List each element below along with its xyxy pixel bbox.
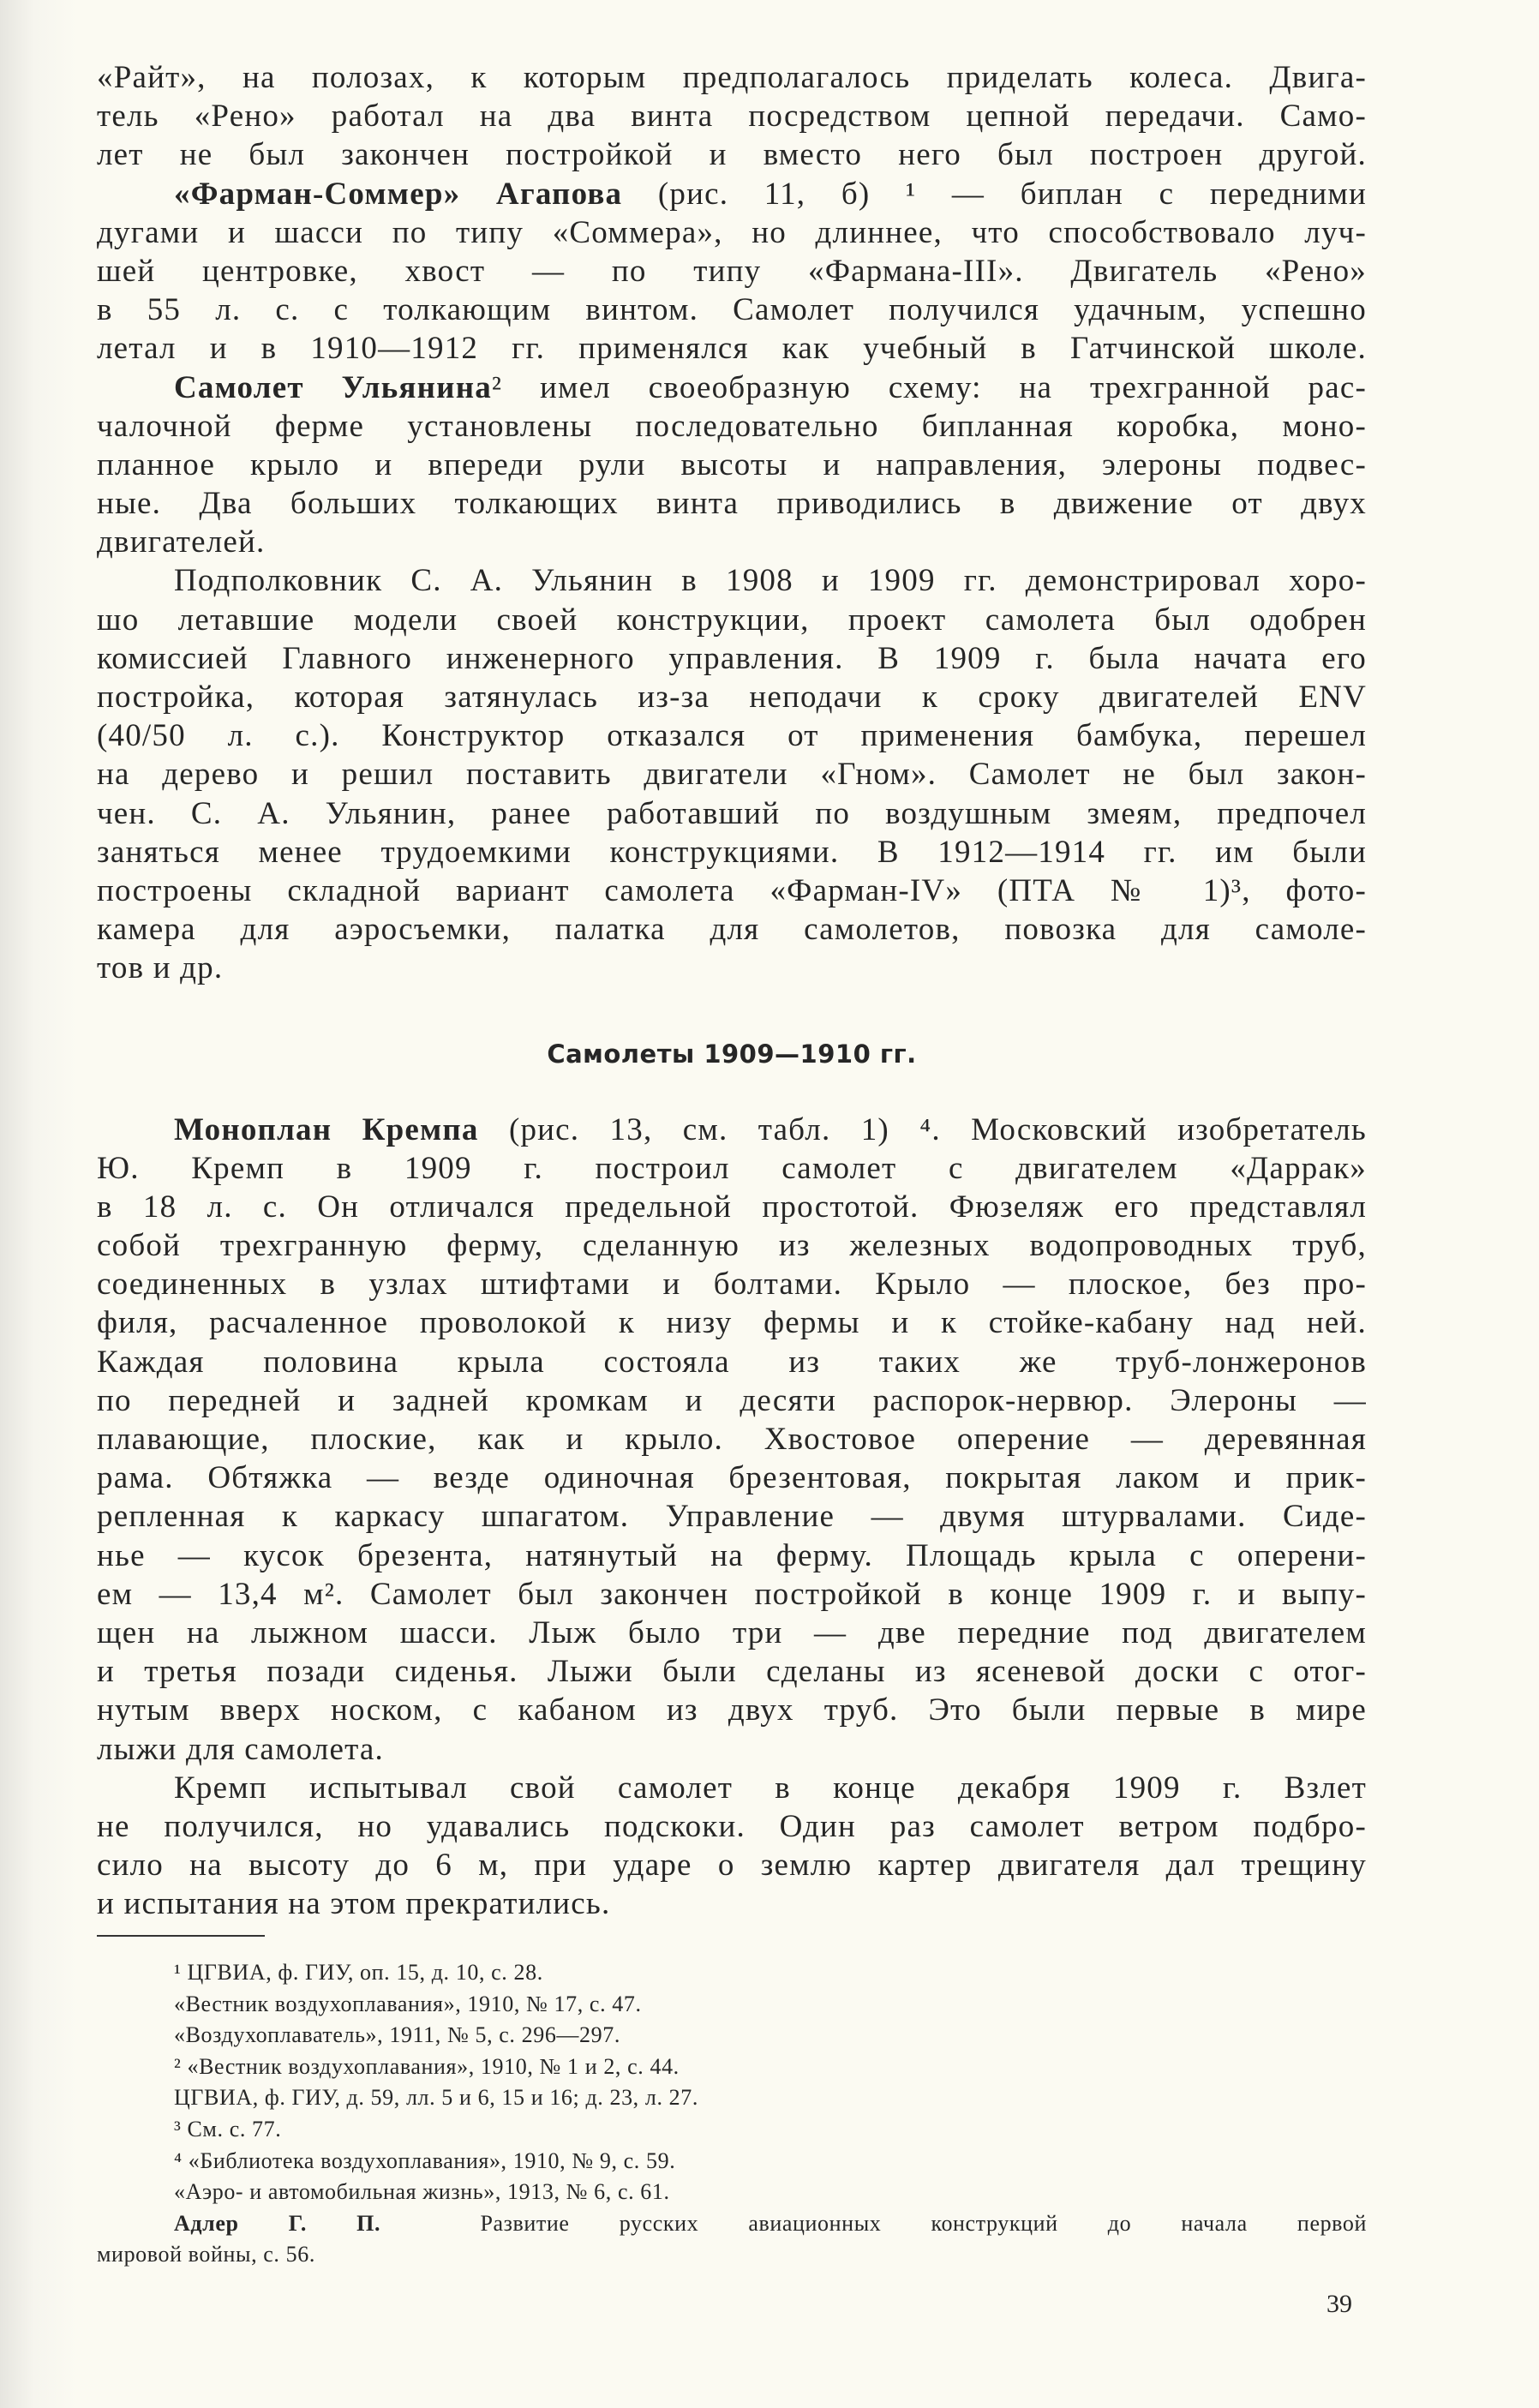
text-line <box>97 1303 1367 1342</box>
text-line <box>97 1381 1367 1420</box>
text-line <box>97 755 1367 794</box>
line-text: комиссией Главного инженерного управления. В 1909 г. была начата его <box>97 640 1367 676</box>
text-line <box>97 1343 1367 1381</box>
line-text: постройка, которая затянулась из-за неподачи к сроку двигателей ENV <box>97 680 1367 715</box>
line-text: построены складной вариант самолета «Фарман-IV» (ПТА № 1)³, фото- <box>97 872 1367 908</box>
footnote-text: ⁴ «Библиотека воздухоплавания», 1910, № 9, с. 59. <box>174 2147 676 2173</box>
footnote-text: «Вестник воздухоплавания», 1910, № 17, с. 47. <box>174 1991 642 2016</box>
main-text <box>97 58 1367 1923</box>
footnote-text: ² «Вестник воздухоплавания», 1910, № 1 и 2, с. 44. <box>174 2053 680 2079</box>
text-line <box>97 1226 1367 1265</box>
line-text: ем — 13,4 м². Самолет был закончен постройкой в конце 1909 г. и выпу- <box>97 1576 1367 1612</box>
line-text: чалочной ферме установлены последовательно бипланная коробка, моно- <box>97 408 1367 444</box>
footnote-line <box>97 1957 1367 1989</box>
text-line <box>97 601 1367 639</box>
text-line <box>97 97 1367 135</box>
line-text: камера для аэросъемки, палатка для самолетов, повозка для самоле- <box>97 912 1367 948</box>
text-line <box>97 329 1367 368</box>
text-line <box>97 1188 1367 1226</box>
footnote-line <box>97 1989 1367 2021</box>
text-line <box>97 1730 1367 1769</box>
line-text: соединенных в узлах штифтами и болтами. Крыло — плоское, без про- <box>97 1267 1367 1303</box>
bold-lead: Моноплан Кремпа <box>174 1111 479 1147</box>
line-text: планное крыло и впереди рули высоты и направления, элероны подвес- <box>97 446 1367 482</box>
footnote-text: мировой войны, с. 56. <box>97 2242 315 2267</box>
text-line <box>97 716 1367 755</box>
text-line <box>97 1769 1367 1807</box>
line-text: (рис. 11, б) ¹ — биплан с передними <box>622 176 1367 212</box>
line-text: рама. Обтяжка — везде одиночная брезентовая, покрытая лаком и прик- <box>97 1460 1367 1496</box>
paragraph <box>97 58 1367 175</box>
paragraph <box>97 368 1367 562</box>
text-line <box>97 872 1367 910</box>
line-text: (40/50 л. с.). Конструктор отказался от применения бамбука, перешел <box>97 718 1367 754</box>
page-number: 39 <box>1326 2290 1352 2318</box>
text-line <box>97 58 1367 97</box>
footnote-text: ¹ ЦГВИА, ф. ГИУ, оп. 15, д. 10, с. 28. <box>174 1960 543 1985</box>
text-line <box>97 213 1367 252</box>
line-text: плавающие, плоские, как и крыло. Хвостовое оперение — деревянная <box>97 1422 1367 1457</box>
text-line <box>97 523 1367 561</box>
footnote-text: ³ См. с. 77. <box>174 2116 282 2141</box>
text-line <box>97 368 1367 407</box>
bold-lead: «Фарман-Соммер» Агапова <box>174 176 623 212</box>
text-line <box>97 949 1367 987</box>
text-line <box>97 1149 1367 1188</box>
line-text: нье — кусок брезента, натянутый на ферму. Площадь крыла с оперени- <box>97 1537 1367 1573</box>
line-text: шо летавшие модели своей конструкции, проект самолета был одобрен <box>97 602 1367 638</box>
text-line <box>97 1807 1367 1846</box>
footnote-text: «Воздухоплаватель», 1911, № 5, с. 296—297. <box>174 2022 620 2048</box>
footnote-line <box>97 2146 1367 2177</box>
line-text: Подполковник С. А. Ульянин в 1908 и 1909 гг. демонстрировал хоро- <box>174 563 1367 599</box>
paragraph <box>97 1769 1367 1924</box>
text-line <box>97 678 1367 716</box>
line-text: нутым вверх носком, с кабаном из двух труб. Это были первые в мире <box>97 1692 1367 1728</box>
line-text: в 55 л. с. с толкающим винтом. Самолет получился удачным, успешно <box>97 292 1367 328</box>
footnote-line <box>97 2177 1367 2208</box>
footnote-line <box>97 2052 1367 2083</box>
footnotes <box>97 1957 1367 2271</box>
line-text: не получился, но удавались подскоки. Один раз самолет ветром подбро- <box>97 1808 1367 1844</box>
paragraph <box>97 561 1367 987</box>
text-line <box>97 446 1367 484</box>
line-text: щен на лыжном шасси. Лыж было три — две передние под двигателем <box>97 1614 1367 1650</box>
text-line <box>97 1652 1367 1691</box>
line-text: лыжи для самолета. <box>97 1731 384 1767</box>
text-line <box>97 407 1367 446</box>
line-text: летал и в 1910—1912 гг. применялся как учебный в Гатчинской школе. <box>97 331 1367 367</box>
line-text: заняться менее трудоемкими конструкциями. В 1912—1914 гг. им были <box>97 834 1367 870</box>
line-text: ² имел своеобразную схему: на трехгранной рас- <box>491 369 1367 405</box>
line-text: тов и др. <box>97 950 224 986</box>
paragraph <box>97 1111 1367 1769</box>
footnote-text: ЦГВИА, ф. ГИУ, д. 59, лл. 5 и 6, 15 и 16; д. 23, л. 27. <box>174 2085 698 2111</box>
text-line <box>97 484 1367 523</box>
footnote-line <box>97 2208 1367 2240</box>
line-text: (рис. 13, см. табл. 1) ⁴. Московский изобретатель <box>478 1111 1367 1147</box>
text-line <box>97 1497 1367 1536</box>
footnote-line <box>97 2082 1367 2114</box>
section-intro <box>97 58 1367 988</box>
footnote-text: «Аэро- и автомобильная жизнь», 1913, № 6, с. 61. <box>174 2179 670 2205</box>
footnote-text: Развитие русских авиационных конструкций до начала первой <box>380 2210 1367 2236</box>
line-text: собой трехгранную ферму, сделанную из железных водопроводных труб, <box>97 1228 1367 1264</box>
footnote-author: Адлер Г. П. <box>174 2210 381 2236</box>
footnote-line <box>97 2114 1367 2146</box>
line-text: лет не был закончен постройкой и вместо него был построен другой. <box>97 137 1367 173</box>
text-line <box>97 910 1367 949</box>
section-1909-1910 <box>97 1111 1367 1924</box>
footnote-line <box>97 2239 1367 2271</box>
line-text: филя, расчаленное проволокой к низу фермы и к стойке-кабану над ней. <box>97 1305 1367 1341</box>
text-line <box>97 291 1367 329</box>
text-line <box>97 639 1367 678</box>
line-text: двигателей. <box>97 524 266 560</box>
text-line <box>97 1459 1367 1497</box>
text-line <box>97 1111 1367 1149</box>
text-line <box>97 1846 1367 1884</box>
line-text: по передней и задней кромкам и десяти распорок-нервюр. Элероны — <box>97 1382 1367 1418</box>
text-line <box>97 252 1367 291</box>
line-text: Ю. Кремп в 1909 г. построил самолет с двигателем «Даррак» <box>97 1150 1367 1186</box>
line-text: и испытания на этом прекратились. <box>97 1886 611 1922</box>
text-line <box>97 1575 1367 1614</box>
bold-lead: Самолет Ульянина <box>174 369 492 405</box>
line-text: «Райт», на полозах, к которым предполагалось приделать колеса. Двига- <box>97 60 1367 95</box>
line-text: шей центровке, хвост — по типу «Фармана-III». Двигатель «Рено» <box>97 253 1367 289</box>
line-text: ные. Два больших толкающих винта приводились в движение от двух <box>97 486 1367 522</box>
section-heading: Самолеты 1909—1910 гг. <box>547 1039 917 1069</box>
text-line <box>97 833 1367 872</box>
text-line <box>97 1536 1367 1575</box>
text-line <box>97 175 1367 213</box>
line-text: и третья позади сиденья. Лыжи были сделаны из ясеневой доски с отог- <box>97 1654 1367 1690</box>
line-text: Каждая половина крыла состояла из таких же труб-лонжеронов <box>97 1344 1367 1380</box>
text-line <box>97 1420 1367 1459</box>
text-line <box>97 794 1367 833</box>
text-line <box>97 1614 1367 1652</box>
footnote-line <box>97 2020 1367 2052</box>
line-text: на дерево и решил поставить двигатели «Гном». Самолет не был закон- <box>97 757 1367 793</box>
footnote-divider <box>97 1935 265 1937</box>
paragraph <box>97 175 1367 368</box>
text-line <box>97 1265 1367 1303</box>
line-text: в 18 л. с. Он отличался предельной простотой. Фюзеляж его представлял <box>97 1189 1367 1225</box>
line-text: сило на высоту до 6 м, при ударе о землю картер двигателя дал трещину <box>97 1848 1367 1884</box>
line-text: Кремп испытывал свой самолет в конце декабря 1909 г. Взлет <box>174 1770 1367 1806</box>
line-text: чен. С. А. Ульянин, ранее работавший по воздушным змеям, предпочел <box>97 795 1367 831</box>
line-text: тель «Рено» работал на два винта посредством цепной передачи. Само- <box>97 99 1367 135</box>
text-line <box>97 1884 1367 1923</box>
text-line <box>97 135 1367 174</box>
text-line <box>97 561 1367 600</box>
text-line <box>97 1691 1367 1729</box>
line-text: репленная к каркасу шпагатом. Управление — двумя штурвалами. Сиде- <box>97 1499 1367 1535</box>
line-text: дугами и шасси по типу «Соммера», но длиннее, что способствовало луч- <box>97 214 1367 250</box>
